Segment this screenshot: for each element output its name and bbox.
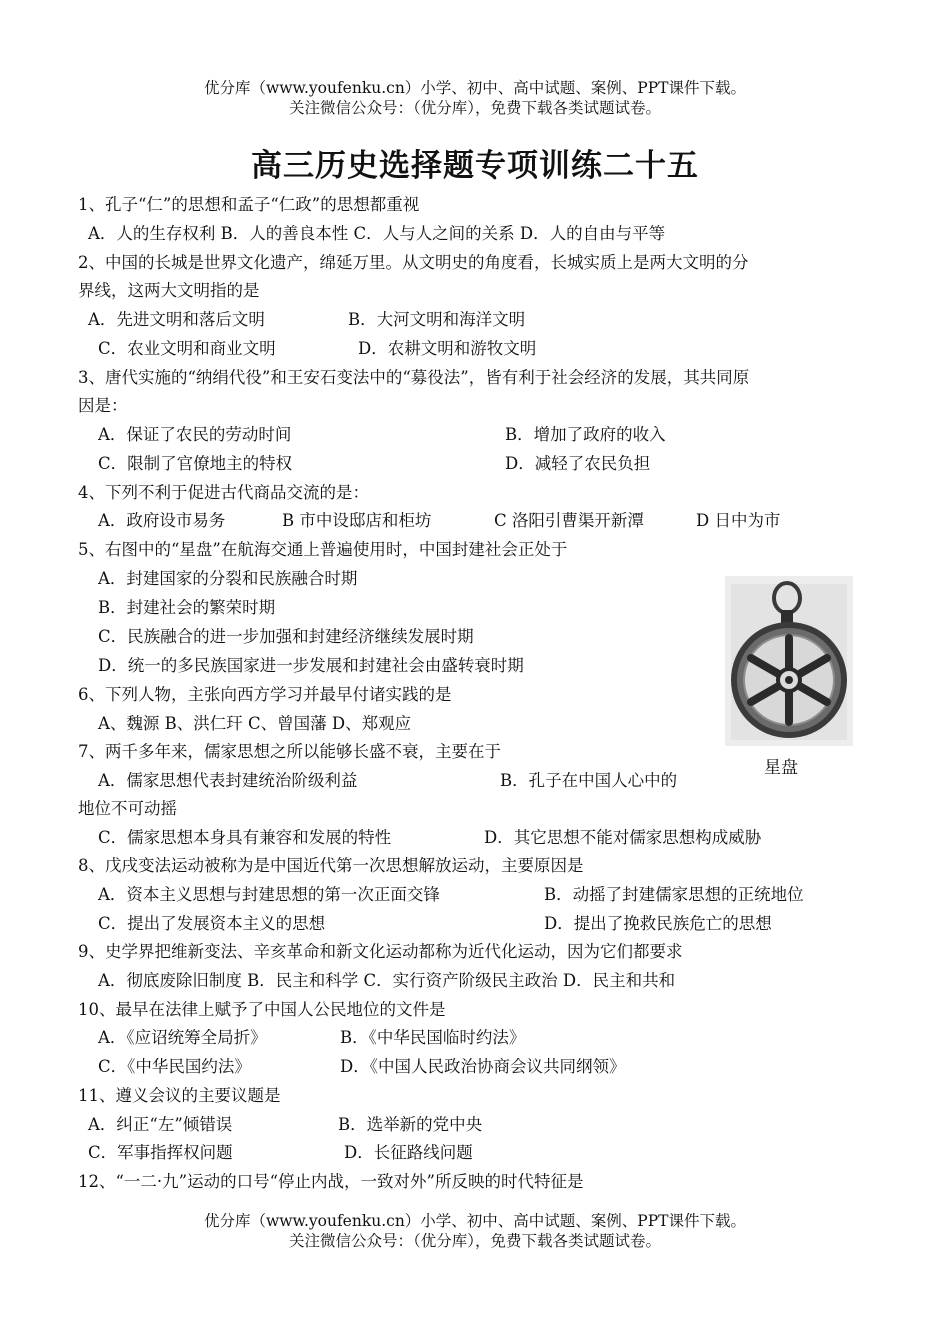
question-1-options: A．人的生存权利 B．人的善良本性 C．人与人之间的关系 D．人的自由与平等 xyxy=(88,224,666,243)
question-8-option-c: C．提出了发展资本主义的思想 xyxy=(98,914,326,933)
question-11-stem: 11、遵义会议的主要议题是 xyxy=(78,1086,281,1105)
question-10-stem: 10、最早在法律上赋予了中国人公民地位的文件是 xyxy=(78,1000,446,1019)
question-3-stem-cont: 因是： xyxy=(78,396,128,415)
question-5-option-a: A．封建国家的分裂和民族融合时期 xyxy=(98,569,358,588)
question-11-option-d: D．长征路线问题 xyxy=(344,1143,473,1162)
astrolabe-image xyxy=(725,576,853,746)
question-11-option-c: C．军事指挥权问题 xyxy=(88,1143,233,1162)
question-7-option-b-cont: 地位不可动摇 xyxy=(78,799,177,818)
question-3-option-b: B．增加了政府的收入 xyxy=(505,425,666,444)
header-line-1: 优分库（www.youfenku.cn）小学、初中、高中试题、案例、PPT课件下载。 xyxy=(203,79,747,97)
question-6-options: A、魏源 B、洪仁玕 C、曾国藩 D、郑观应 xyxy=(98,714,412,733)
question-10-option-b: B．《中华民国临时约法》 xyxy=(340,1028,526,1047)
question-2-stem-cont: 界线，这两大文明指的是 xyxy=(78,281,260,300)
question-2-option-c: C．农业文明和商业文明 xyxy=(98,339,276,358)
header-line-2: 关注微信公众号：（优分库），免费下载各类试题试卷。 xyxy=(288,99,661,117)
question-10-option-a: A．《应诏统筹全局折》 xyxy=(98,1028,267,1047)
question-4-option-a: A．政府设市易务 xyxy=(98,511,226,530)
question-9-options: A．彻底废除旧制度 B．民主和科学 C．实行资产阶级民主政治 D．民主和共和 xyxy=(98,971,676,990)
question-10-option-d: D．《中国人民政治协商会议共同纲领》 xyxy=(340,1057,626,1076)
question-11-option-a: A．纠正“左”倾错误 xyxy=(88,1115,233,1134)
question-6-stem: 6、下列人物，主张向西方学习并最早付诸实践的是 xyxy=(78,685,452,704)
question-4-stem: 4、下列不利于促进古代商品交流的是： xyxy=(78,483,369,502)
question-2-stem: 2、中国的长城是世界文化遗产，绵延万里。从文明史的角度看，长城实质上是两大文明的分 xyxy=(78,253,749,272)
question-10-option-c: C．《中华民国约法》 xyxy=(98,1057,251,1076)
footer-line-2: 关注微信公众号：（优分库），免费下载各类试题试卷。 xyxy=(288,1232,661,1250)
question-8-option-d: D．提出了挽救民族危亡的思想 xyxy=(544,914,772,933)
astrolabe-icon xyxy=(725,576,853,746)
question-8-option-a: A．资本主义思想与封建思想的第一次正面交锋 xyxy=(98,885,440,904)
question-8-option-b: B．动摇了封建儒家思想的正统地位 xyxy=(544,885,804,904)
question-7-option-b: B．孔子在中国人心中的 xyxy=(500,771,678,790)
question-5-stem: 5、右图中的“星盘”在航海交通上普遍使用时，中国封建社会正处于 xyxy=(78,540,568,559)
page-title: 高三历史选择题专项训练二十五 xyxy=(251,148,699,184)
figure-caption: 星盘 xyxy=(764,758,798,778)
question-12-stem: 12、“一二·九”运动的口号“停止内战，一致对外”所反映的时代特征是 xyxy=(78,1172,584,1191)
question-7-stem: 7、两千多年来，儒家思想之所以能够长盛不衰，主要在于 xyxy=(78,742,501,761)
question-5-option-d: D．统一的多民族国家进一步发展和封建社会由盛转衰时期 xyxy=(98,656,524,675)
question-8-stem: 8、戊戌变法运动被称为是中国近代第一次思想解放运动，主要原因是 xyxy=(78,856,584,875)
question-7-option-a: A．儒家思想代表封建统治阶级利益 xyxy=(98,771,358,790)
question-1-stem: 1、孔子“仁”的思想和孟子“仁政”的思想都重视 xyxy=(78,195,420,214)
question-4-option-b: B 市中设邸店和柜坊 xyxy=(282,511,432,530)
question-4-option-c: C 洛阳引曹渠开新潭 xyxy=(494,511,644,530)
footer-line-1: 优分库（www.youfenku.cn）小学、初中、高中试题、案例、PPT课件下载。 xyxy=(203,1212,747,1230)
question-3-option-d: D．减轻了农民负担 xyxy=(505,454,651,473)
question-3-option-c: C．限制了官僚地主的特权 xyxy=(98,454,293,473)
question-4-option-d: D 日中为市 xyxy=(696,511,781,530)
question-9-stem: 9、史学界把维新变法、辛亥革命和新文化运动都称为近代化运动，因为它们都要求 xyxy=(78,942,683,961)
question-7-option-c: C．儒家思想本身具有兼容和发展的特性 xyxy=(98,828,392,847)
question-5-option-c: C．民族融合的进一步加强和封建经济继续发展时期 xyxy=(98,627,474,646)
question-2-option-b: B．大河文明和海洋文明 xyxy=(348,310,526,329)
question-5-option-b: B．封建社会的繁荣时期 xyxy=(98,598,276,617)
question-7-option-d: D．其它思想不能对儒家思想构成威胁 xyxy=(484,828,762,847)
question-3-option-a: A．保证了农民的劳动时间 xyxy=(98,425,292,444)
question-11-option-b: B．选举新的党中央 xyxy=(338,1115,483,1134)
question-3-stem: 3、唐代实施的“纳绢代役”和王安石变法中的“募役法”，皆有利于社会经济的发展，其共同原 xyxy=(78,368,750,387)
question-2-option-d: D．农耕文明和游牧文明 xyxy=(358,339,537,358)
question-2-option-a: A．先进文明和落后文明 xyxy=(88,310,265,329)
